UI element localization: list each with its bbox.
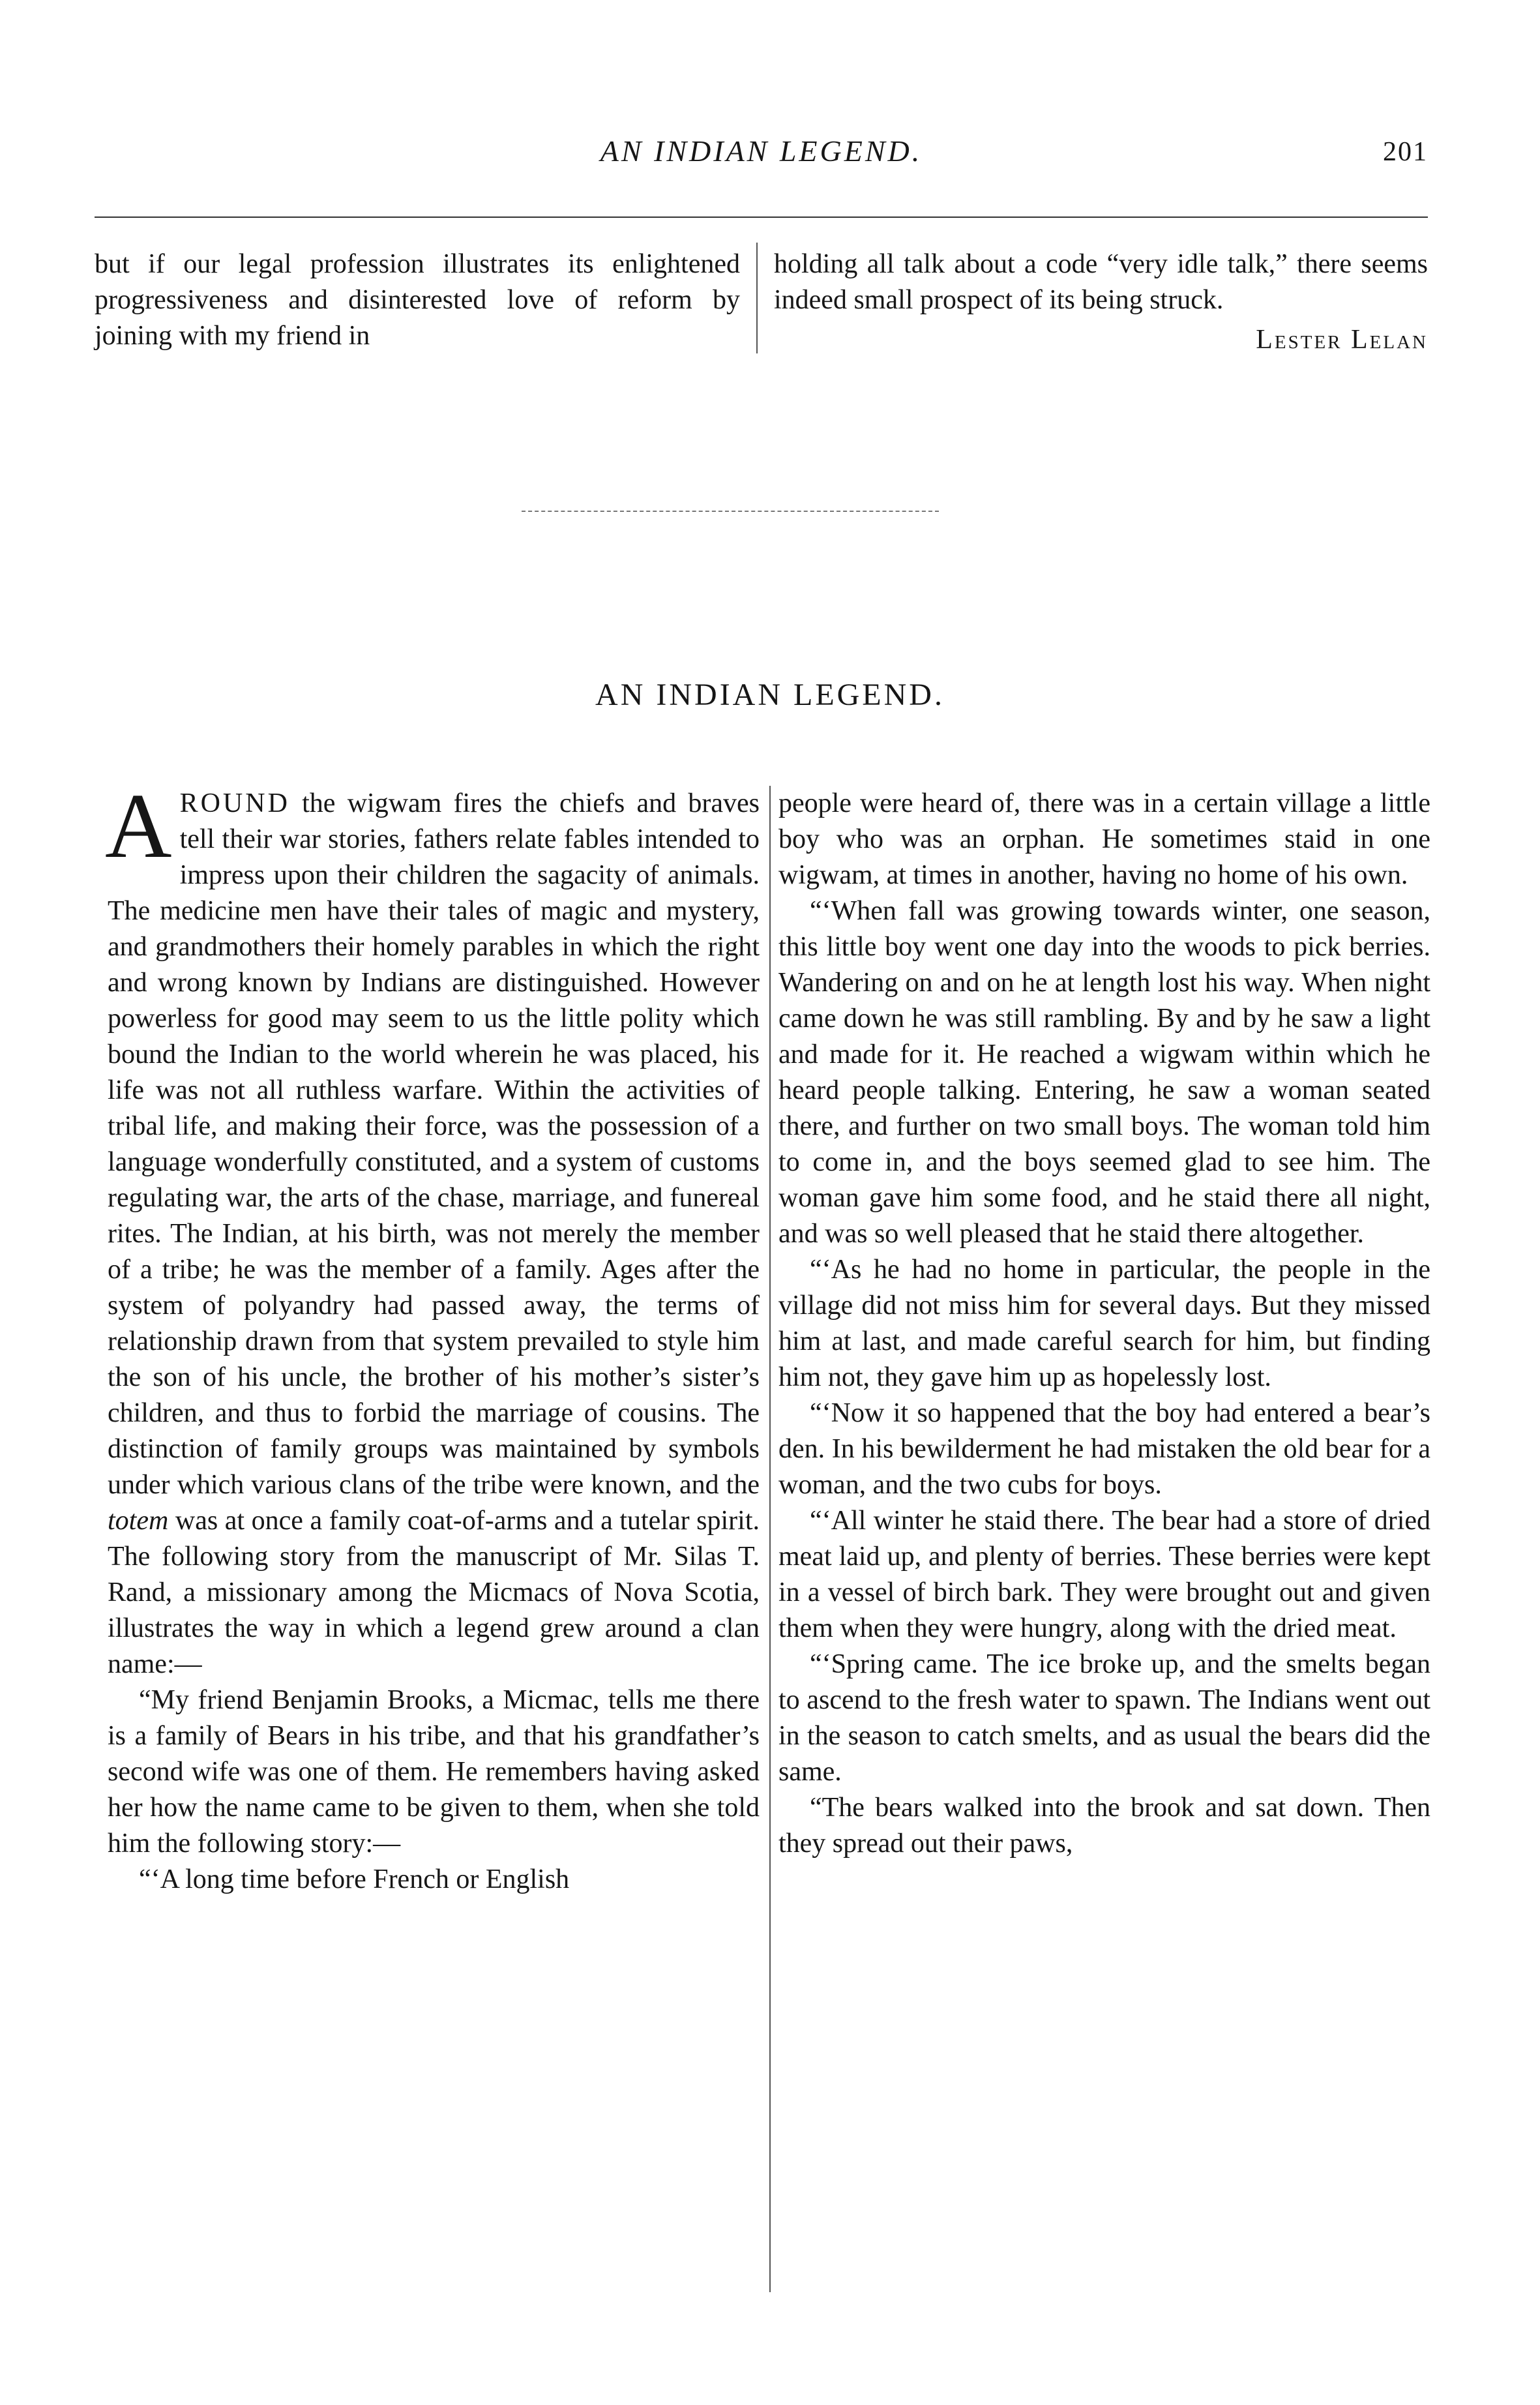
article-paragraph: “‘Spring came. The ice broke up, and the smelts began to ascend to the fresh water to spawn. The Indians went out in the season to catch smelts, and as usual the bears did the same. <box>778 1649 1430 1787</box>
article-paragraph: “The bears walked into the brook and sat down. Then they spread out their paws, <box>778 1793 1430 1859</box>
running-title: AN INDIAN LEGEND. <box>600 134 923 168</box>
previous-article-text-left: but if our legal profession illustrates its enlightened progressiveness and disinterested love of reform by joining with my friend in <box>95 249 740 351</box>
article-right-column <box>778 786 1430 1862</box>
previous-article-text-right: holding all talk about a code “very idle talk,” there seems indeed small prospect of its being struck. <box>774 249 1428 315</box>
author-signature: Lester Lelan <box>1256 325 1428 355</box>
article-paragraph: “‘A long time before French or English <box>139 1864 570 1894</box>
main-column-divider <box>769 786 771 2292</box>
previous-article-right-column <box>774 246 1428 358</box>
article-paragraph <box>105 774 760 1682</box>
page-number: 201 <box>1383 137 1428 167</box>
running-head <box>95 134 1428 186</box>
section-divider <box>522 511 939 512</box>
article-paragraph: “‘When fall was growing towards winter, one season, this little boy went one day into the woods to pick berries. Wandering on and on he at length lost his way. When night came down he was still rambling. By and by he saw a light and made for it. He reached a wigwam within which he heard people talking. Entering, he saw a woman seated there, and further on two small boys. The woman told him to come in, and the boys seemed glad to see him. The woman gave him some food, and he staid there all night, and was so well pleased that he staid there altogether. <box>778 896 1430 1249</box>
article-left-column <box>105 774 760 1898</box>
article-paragraph: “‘As he had no home in particular, the people in the village did not miss him for several days. But they missed him at last, and made careful search for him, but finding him not, they gave him up as hopelessly lost. <box>778 1255 1430 1392</box>
article-title: AN INDIAN LEGEND. <box>595 678 945 712</box>
article-paragraph: “‘Now it so happened that the boy had entered a bear’s den. In his bewilderment he had mistaken the old bear for a woman, and the two cubs for boys. <box>778 1398 1430 1500</box>
paragraph-text: was at once a family coat-of-arms and a tutelar spirit. The following story from the manuscript of Mr. Silas T. Rand, a missionary among the Micmacs of Nova Scotia, illustrates the way in which a legend grew around a clan name:— <box>108 1506 760 1679</box>
opening-word: ROUND <box>179 788 290 818</box>
paragraph-text: the wigwam fires the chiefs and braves tell their war stories, fathers relate fables intended to impress upon their children the sagacity of animals. The medicine men have their tales of magic and mystery, and grandmothers their homely parables in which the right and wrong known by Indians are distinguished. However powerless for good may seem to us the little polity which bound the Indian to the world wherein he was placed, his life was not all ruthless warfare. Within the activities of tribal life, and making their force, was the possession of a language wonderfully constituted, and a system of customs regulating war, the arts of the chase, marriage, and funereal rites. The Indian, at his birth, was not merely the member of a tribe; he was the member of a family. Ages after the system of polyandry had passed away, the terms of relationship drawn from that system prevailed to style him the son of his uncle, the brother of his mother’s sister’s children, and thus to forbid the marriage of cousins. The distinction of family groups was maintained by symbols under which various clans of the tribe were known, and the <box>108 788 760 1500</box>
article-paragraph: “‘All winter he staid there. The bear had a store of dried meat laid up, and plenty of berries. These berries were kept in a vessel of birch bark. They were brought out and given them when they were hungry, along with the dried meat. <box>778 1506 1430 1643</box>
drop-cap: A <box>105 774 172 877</box>
header-rule <box>95 217 1428 218</box>
previous-article-left-column <box>95 246 740 354</box>
emphasized-word: totem <box>108 1506 169 1536</box>
article-paragraph: “My friend Benjamin Brooks, a Micmac, tells me there is a family of Bears in his tribe, and that his grandfather’s second wife was one of them. He remembers having asked her how the name came to be given to them, when she told him the following story:— <box>108 1685 760 1859</box>
top-column-divider <box>756 243 758 353</box>
article-paragraph: people were heard of, there was in a certain village a little boy who was an orphan. He sometimes staid in one wigwam, at times in another, having no home of his own. <box>778 788 1430 890</box>
